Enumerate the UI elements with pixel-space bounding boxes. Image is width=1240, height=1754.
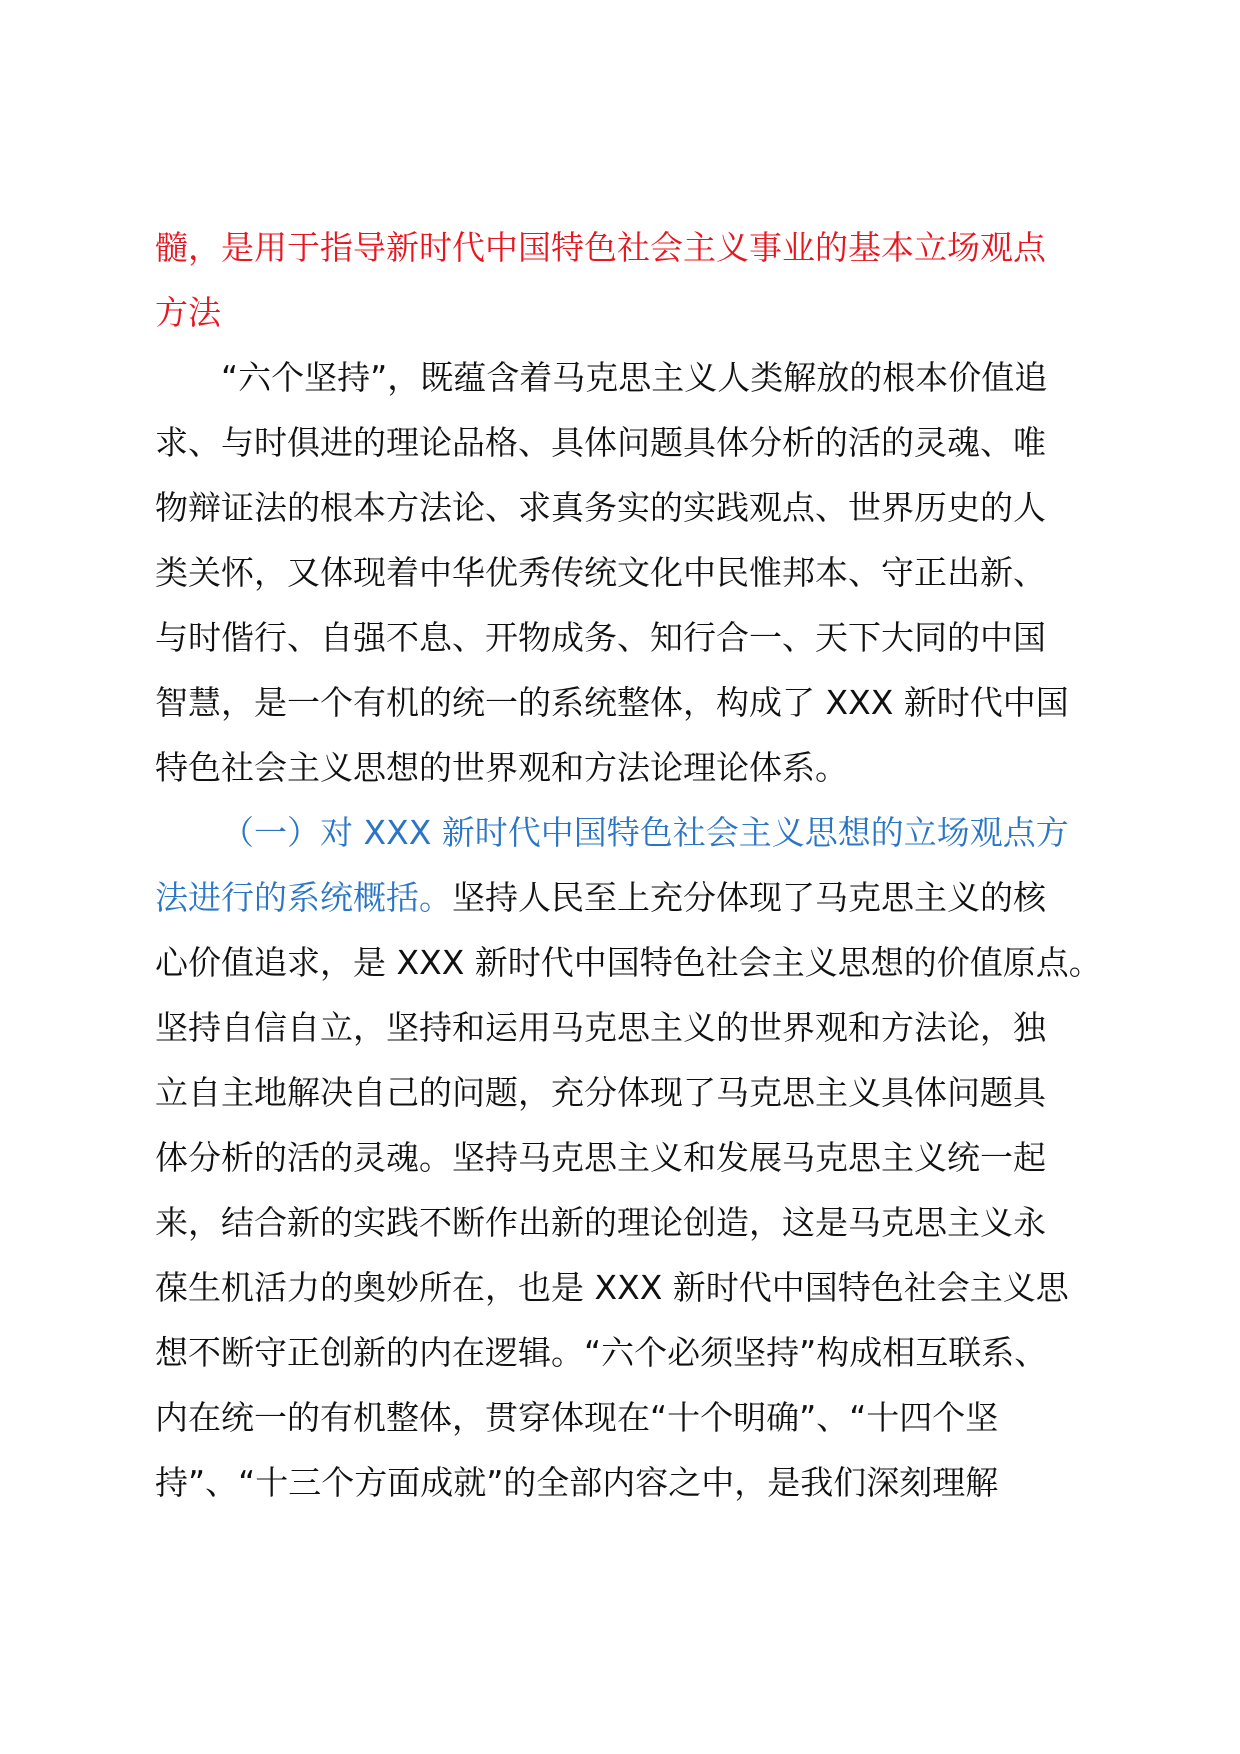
paragraph-line: 求、与时俱进的理论品格、具体问题具体分析的活的灵魂、唯 [155, 423, 1046, 462]
paragraph-line: 坚持自信自立，坚持和运用马克思主义的世界观和方法论，独 [155, 1008, 1046, 1047]
paragraph-line [155, 865, 1095, 930]
paragraph-line: 物辩证法的根本方法论、求真务实的实践观点、世界历史的人 [155, 488, 1046, 527]
paragraph-line: 来，结合新的实践不断作出新的理论创造，这是马克思主义永 [155, 1203, 1046, 1242]
heading-line: 方法 [155, 293, 221, 332]
paragraph-line: 与时偕行、自强不息、开物成务、知行合一、天下大同的中国 [155, 618, 1046, 657]
paragraph-line: 智慧，是一个有机的统一的系统整体，构成了 XXX 新时代中国 [155, 683, 1069, 722]
paragraph-line: 葆生机活力的奥妙所在，也是 XXX 新时代中国特色社会主义思 [155, 1268, 1069, 1307]
document-body [155, 215, 1102, 1515]
paragraph-text: 坚持人民至上充分体现了马克思主义的核 [452, 878, 1046, 917]
subheading-line: （一）对 XXX 新时代中国特色社会主义思想的立场观点方 [221, 813, 1069, 852]
paragraph-line: 内在统一的有机整体，贯穿体现在“十个明确”、“十四个坚 [155, 1398, 999, 1437]
subheading-end: 法进行的系统概括。 [155, 878, 452, 917]
paragraph-line: 持”、“十三个方面成就”的全部内容之中，是我们深刻理解 [155, 1463, 999, 1502]
paragraph-line: 立自主地解决自己的问题，充分体现了马克思主义具体问题具 [155, 1073, 1046, 1112]
paragraph-line: 想不断守正创新的内在逻辑。“六个必须坚持”构成相互联系、 [155, 1333, 1048, 1372]
paragraph-line: 心价值追求，是 XXX 新时代中国特色社会主义思想的价值原点。 [155, 943, 1102, 982]
paragraph-line: 类关怀，又体现着中华优秀传统文化中民惟邦本、守正出新、 [155, 553, 1046, 592]
paragraph-line: 特色社会主义思想的世界观和方法论理论体系。 [155, 748, 848, 787]
heading-line: 髓，是用于指导新时代中国特色社会主义事业的基本立场观点 [155, 228, 1046, 267]
paragraph-line: 体分析的活的灵魂。坚持马克思主义和发展马克思主义统一起 [155, 1138, 1046, 1177]
paragraph-line: “六个坚持”，既蕴含着马克思主义人类解放的根本价值追 [221, 358, 1048, 397]
